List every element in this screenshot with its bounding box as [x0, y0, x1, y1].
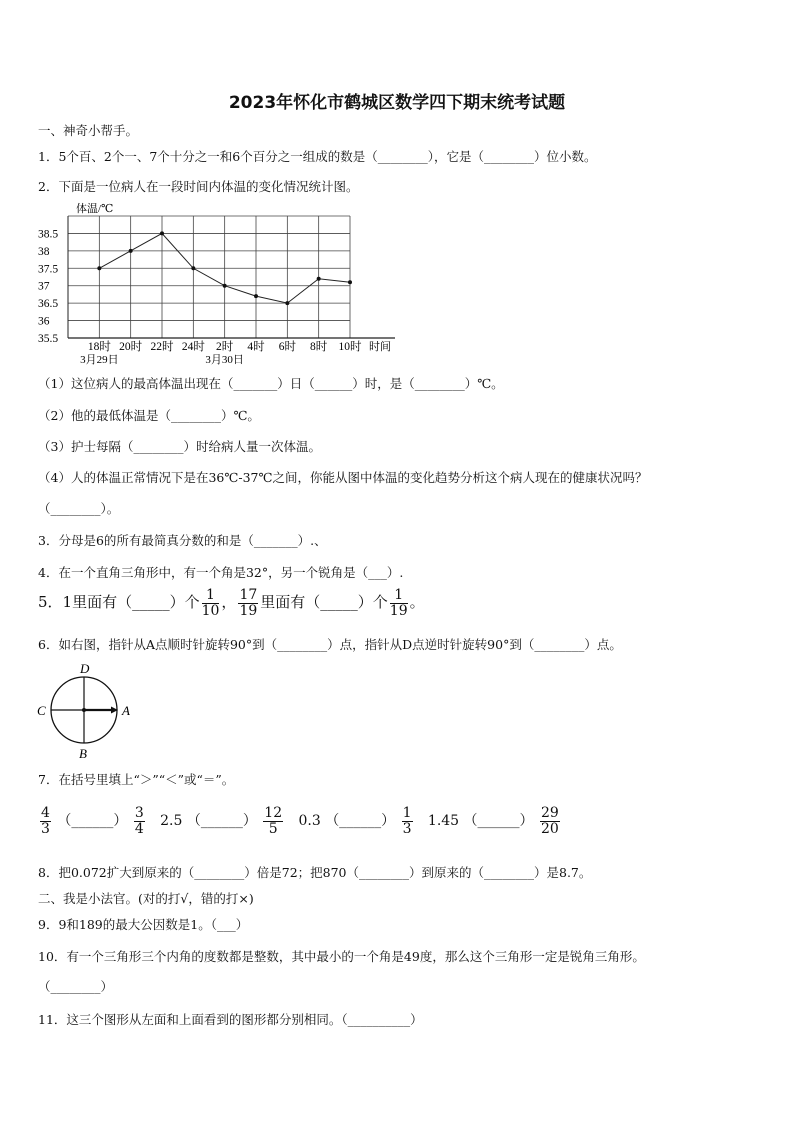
y-tick-label: 36.5	[38, 298, 59, 311]
temperature-line-chart	[38, 198, 418, 368]
fraction-1-10	[202, 588, 220, 618]
x-tick-label: 22时	[150, 341, 174, 353]
question-5	[38, 588, 425, 618]
label-d: D	[80, 661, 90, 676]
data-point	[97, 266, 101, 270]
frac-num: 1	[402, 805, 412, 821]
x-tick-label: 10时	[338, 341, 362, 353]
y-tick-label: 37.5	[38, 263, 59, 276]
frac-num: 1	[390, 588, 408, 604]
frac-num: 4	[41, 805, 50, 821]
frac-den: 4	[134, 820, 144, 837]
value-1-45: 1.45	[427, 813, 460, 830]
y-tick-label: 37	[38, 280, 50, 293]
data-point	[348, 280, 352, 284]
question-7: 7．在括号里填上“＞”“＜”或“＝”。	[38, 772, 235, 787]
label-b: B	[79, 746, 87, 760]
fraction-29-20	[540, 806, 560, 836]
frac-den: 19	[389, 602, 408, 619]
x-tick-label: 6时	[278, 341, 296, 353]
fraction-12-5	[263, 806, 283, 836]
data-point	[160, 231, 164, 235]
question-9: 9．9和189的最大公因数是1。（___）	[38, 917, 249, 932]
frac-num: 17	[239, 587, 258, 603]
chart-labels	[38, 201, 391, 366]
q5-mid: 里面有（_____）个	[260, 593, 388, 612]
center-dot	[82, 708, 86, 712]
blank-1: （______）	[57, 813, 128, 830]
data-point	[223, 284, 227, 288]
data-point	[285, 301, 289, 305]
question-2-1: （1）这位病人的最高体温出现在（_______）日（______）时，是（________）℃。	[38, 376, 504, 391]
y-tick-label: 38	[38, 245, 50, 258]
fraction-1-3	[402, 806, 413, 836]
frac-den: 19	[239, 602, 258, 619]
frac-den: 3	[402, 820, 412, 837]
data-point	[317, 277, 321, 281]
q5-prefix: 5．1里面有（_____）个	[38, 593, 200, 612]
data-point	[129, 249, 133, 253]
question-10: 10．有一个三角形三个内角的度数都是整数，其中最小的一个角是49度，那么这个三角形一定是锐角三角形。	[38, 949, 645, 964]
frac-den: 10	[201, 602, 220, 619]
x-tick-label: 24时	[181, 341, 205, 353]
date-label: 3月29日	[80, 354, 119, 366]
frac-num: 3	[134, 805, 144, 821]
question-2: 2．下面是一位病人在一段时间内体温的变化情况统计图。	[38, 179, 359, 194]
y-tick-label: 36	[38, 315, 50, 328]
frac-num: 29	[541, 805, 559, 821]
question-2-2: （2）他的最低体温是（________）℃。	[38, 408, 260, 423]
label-c: C	[37, 703, 46, 718]
fraction-17-19	[238, 588, 258, 618]
frac-num: 12	[264, 805, 283, 821]
q5-comma: ，	[221, 593, 237, 612]
label-a: A	[122, 703, 130, 718]
fraction-4-3	[40, 806, 51, 836]
blank-3: （______）	[325, 813, 396, 830]
y-tick-label: 38.5	[38, 228, 59, 241]
question-2-4: （4）人的体温正常情况下是在36℃-37℃之间，你能从图中体温的变化趋势分析这个病人现在的健康状况吗？	[38, 470, 648, 485]
fraction-3-4	[134, 806, 145, 836]
circle-pointer-diagram	[34, 660, 138, 760]
frac-den: 5	[268, 820, 278, 837]
chart-grid	[68, 216, 395, 338]
section-2-heading: 二、我是小法官。(对的打√，错的打×)	[38, 891, 254, 906]
question-2-3: （3）护士每隔（________）时给病人量一次体温。	[38, 439, 321, 454]
question-2-4-answer: （________）。	[38, 501, 120, 516]
question-4: 4．在一个直角三角形中，有一个角是32°，另一个锐角是（___）.	[38, 565, 404, 580]
date-label: 3月30日	[205, 354, 244, 366]
value-2-5: 2.5	[160, 813, 183, 830]
x-tick-label: 20时	[119, 341, 143, 353]
y-tick-label: 35.5	[38, 333, 59, 345]
frac-den: 3	[41, 820, 50, 837]
question-11: 11．这三个图形从左面和上面看到的图形都分别相同。（__________）	[38, 1012, 423, 1027]
question-3: 3．分母是6的所有最简真分数的和是（_______）.、	[38, 533, 327, 548]
value-0-3: 0.3	[298, 813, 321, 830]
x-tick-label: 2时	[216, 341, 234, 353]
data-point	[191, 266, 195, 270]
data-point	[254, 294, 258, 298]
x-tick-label: 18时	[87, 341, 111, 353]
question-8: 8．把0.072扩大到原来的（________）倍是72；把870（________）到原来的（________）是8.7。	[38, 865, 592, 880]
frac-num: 1	[202, 588, 220, 604]
q5-end: 。	[409, 593, 425, 612]
blank-4: （______）	[463, 813, 534, 830]
y-axis-label: 体温/℃	[76, 203, 114, 215]
x-axis-label: 时间	[369, 341, 391, 353]
question-7-items	[38, 806, 562, 836]
section-1-heading: 一、神奇小帮手。	[38, 123, 139, 138]
page-title: 2023年怀化市鹤城区数学四下期末统考试题	[228, 93, 566, 113]
x-tick-label: 4时	[247, 341, 265, 353]
blank-2: （______）	[186, 813, 257, 830]
frac-den: 20	[541, 820, 559, 837]
x-tick-label: 8时	[310, 341, 328, 353]
question-1: 1．5个百、2个一、7个十分之一和6个百分之一组成的数是（________），它是（________）位小数。	[38, 149, 597, 164]
question-6: 6．如右图，指针从A点顺时针旋转90°到（________）点，指针从D点逆时针旋转90°到（________）点。	[38, 637, 622, 652]
question-10-answer: （________）	[38, 979, 114, 994]
fraction-1-19	[390, 588, 408, 618]
